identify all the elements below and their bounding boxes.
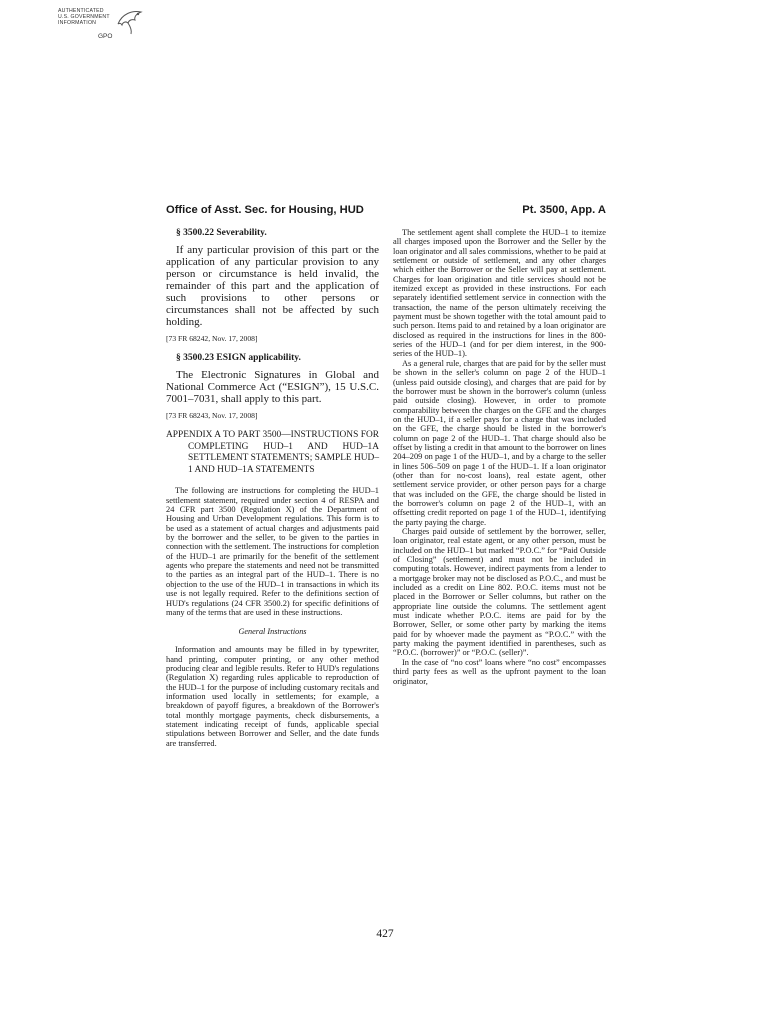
header-part: Pt. 3500, App. A [522, 204, 606, 216]
right-paragraph-4: In the case of “no cost” loans where “no cost” encompasses third party fees as well as the upfront payment to the loan originator, [393, 657, 606, 686]
authentication-text [58, 8, 110, 26]
header-agency: Office of Asst. Sec. for Housing, HUD [166, 204, 364, 216]
section-3500-22-text: If any particular provision of this part or the application of any particular provision to any person or circumstance is held invalid, the remainder of this part and the application of such provisions to other persons or circumstances shall not be affected by such holding. [166, 244, 379, 328]
appendix-title: APPENDIX A TO PART 3500—INSTRUCTIONS FOR COMPLETING HUD–1 AND HUD–1A SETTLEMENT STATEMENTS; SAMPLE HUD–1 AND HUD–1A STATEMENTS [166, 430, 380, 475]
auth-line-1: AUTHENTICATED [58, 8, 104, 14]
general-instructions-paragraph: Information and amounts may be filled in by typewriter, hand printing, computer printing, or any other method producing clear and legible results. Refer to HUD's regulations (Regulation X) regarding rules applicable to reproduction of the HUD–1 for the purpose of including customary recitals and information used locally in settlements; for example, a breakdown of payoff figures, a breakdown of the Borrower's total monthly mortgage payments, check disbursements, a statement indicating receipt of funds, applicable special stipulations between Borrower and Seller, and the date funds are transferred. [166, 645, 379, 748]
section-3500-23-title: § 3500.23 ESIGN applicability. [176, 353, 301, 363]
right-paragraph-2: As a general rule, charges that are paid for by the seller must be shown in the seller's column on page 2 of the HUD–1 (unless paid outside closing), and charges that are paid for by the borrower must be shown in the borrower's column (unless paid outside closing). However, in order to promote comparability between the charges on the GFE and the charges on the HUD–1, if a seller pays for a charge that was included on the GFE, the charge should be listed in the borrower's column on page 2 of the HUD–1. That charge should also be offset by listing a credit in that amount to the borrower on lines 204–209 on page 1 of the HUD–1, and by a charge to the seller in lines 506–509 on page 1 of the HUD–1. If a loan originator (other than for no-cost loans), real estate agent, other settlement service provider, or other person pays for a charge that was included on the GFE, the charge should be listed in the borrower's column on page 2 of the HUD–1, with an offsetting credit reported on page 1 of the HUD–1, identifying the party paying the charge. [393, 358, 606, 527]
eagle-icon [114, 6, 144, 36]
section-3500-23-citation: [73 FR 68243, Nov. 17, 2008] [166, 411, 258, 420]
right-paragraph-3: Charges paid outside of settlement by the borrower, seller, loan originator, real estate agent, or any other person, must be included on the HUD–1 but marked “P.O.C.” for “Paid Outside of Closing” (settlement) and must not be included in computing totals. However, indirect payments from a lender to a mortgage broker may not be disclosed as P.O.C., and must be included as a credit on Line 802. P.O.C. items must not be placed in the Borrower or Seller columns, but rather on the appropriate line outside the columns. The settlement agent must indicate whether P.O.C. items are paid for by the Borrower, Seller, or some other party by marking the items paid for by whoever made the payment as “P.O.C.” with the party making the payment identified in parentheses, such as “P.O.C. (borrower)” or “P.O.C. (seller)”. [393, 527, 606, 658]
right-paragraph-1: The settlement agent shall complete the HUD–1 to itemize all charges imposed upon the Borrower and the Seller by the loan originator and all sales commissions, whether to be paid at settlement or outside of settlement, and any other charges which either the Borrower or the Seller will pay at settlement. Charges for loan origination and title services should not be itemized except as provided in these instructions. For each separately identified settlement service in connection with the transaction, the name of the person ultimately receiving the payment must be shown together with the total amount paid to such person. Items paid to and retained by a loan originator are disclosed as required in the instructions for lines in the 800-series of the HUD–1 (and for per diem interest, in the 900-series of the HUD–1). [393, 228, 606, 359]
gpo-authentication-seal [58, 6, 142, 46]
general-instructions-heading: General Instructions [238, 627, 307, 637]
auth-line-2: U.S. GOVERNMENT [58, 14, 110, 20]
gpo-label: GPO [98, 33, 113, 40]
appendix-intro-paragraph: The following are instructions for completing the HUD–1 settlement statement, required under section 4 of RESPA and 24 CFR part 3500 (Regulation X) of the Department of Housing and Urban Development regulations. This form is to be used as a statement of actual charges and adjustments paid by the borrower and the seller, to be given to the parties in connection with the settlement. The instructions for completion of the HUD–1 are primarily for the benefit of the settlement agents who prepare the statements and need not be transmitted to the parties as an integral part of the HUD–1. There is no objection to the use of the HUD–1 in transactions in which its use is not legally required. Refer to the definitions section of HUD's regulations (24 CFR 3500.2) for specific definitions of many of the terms that are used in these instructions. [166, 486, 379, 617]
left-column [166, 228, 379, 748]
section-3500-22-title: § 3500.22 Severability. [176, 228, 267, 238]
page-number: 427 [376, 928, 394, 940]
running-header [166, 204, 606, 220]
section-3500-22-citation: [73 FR 68242, Nov. 17, 2008] [166, 334, 258, 343]
auth-line-3: INFORMATION [58, 20, 97, 26]
right-column [393, 228, 606, 686]
section-3500-23-text: The Electronic Signatures in Global and National Commerce Act (“ESIGN”), 15 U.S.C. 7001–7031, shall apply to this part. [166, 369, 379, 405]
